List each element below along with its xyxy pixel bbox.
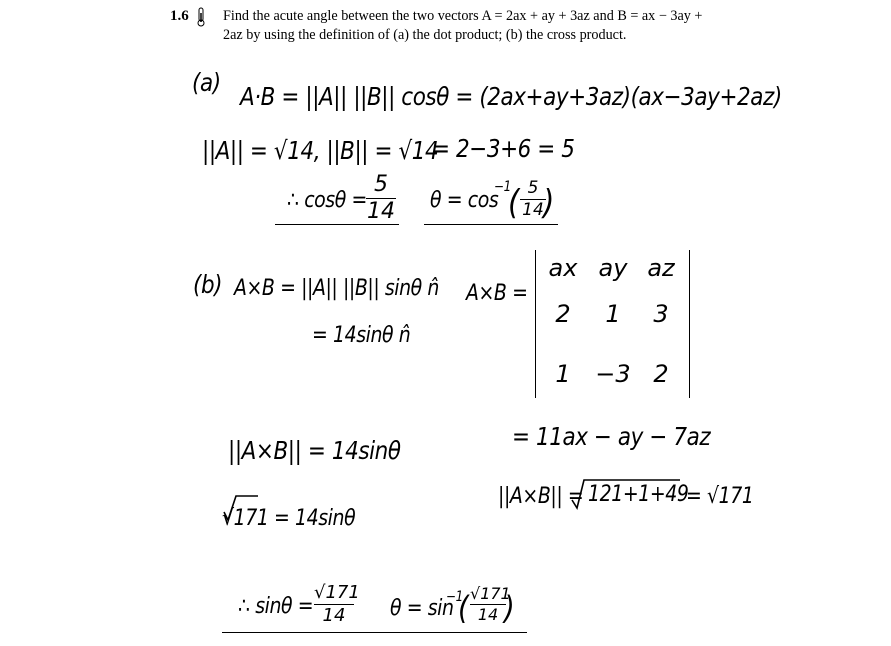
arccos-fraction-denominator: 14 (522, 200, 544, 220)
det-cell: 2 (555, 300, 571, 328)
arcsin-fraction-denominator: 14 (477, 605, 499, 624)
vector-norms: ||A|| = √14, ||B|| = √14 (202, 136, 439, 165)
problem-number: 1.6 (170, 8, 189, 24)
cross-norm-equation: ||A×B|| = 14sinθ (228, 436, 401, 465)
theta-arcsin-prefix: θ = sin (390, 596, 454, 621)
problem-text: Find the acute angle between the two vectors A = 2ax + ay + 3az and B = ax − 3ay + 2az by using the definition of (a) the dot product; (b) the cross product. (223, 8, 703, 43)
arccos-fraction-numerator: 5 (527, 178, 539, 198)
det-cell: ay (598, 254, 628, 282)
cross-product-result: = 11ax − ay − 7az (512, 422, 711, 451)
det-cell: −3 (595, 360, 631, 388)
open-paren: ( (508, 183, 519, 223)
close-paren: ) (543, 183, 554, 223)
cos-fraction-denominator: 14 (367, 199, 395, 224)
arcsin-fraction-numerator: √171 (470, 584, 511, 603)
part-b-label: (b) (193, 270, 223, 299)
cross-product-value: = 14sinθ n̂ (312, 323, 411, 348)
cross-norm-result: = √171 (686, 484, 754, 509)
dot-product-value: = 2−3+6 = 5 (432, 134, 575, 163)
sqrt-equation: √171 = 14sinθ (222, 506, 356, 531)
determinant-prefix: A×B = (466, 281, 528, 306)
sin-fraction-numerator: √171 (314, 582, 360, 603)
det-cell: ax (548, 254, 578, 282)
underline-final-result (222, 632, 527, 633)
close-paren: ) (504, 589, 515, 627)
cross-norm-eval-prefix: ||A×B|| = (498, 484, 584, 509)
dot-product-definition: A·B = ||A|| ||B|| cosθ = (2ax+ay+3az)(ax−3ay+2az) (240, 82, 782, 111)
det-cell: 2 (653, 360, 669, 388)
cross-norm-radicand: 121+1+49 (588, 482, 689, 507)
arcsin-fraction (470, 584, 511, 624)
part-a-label: (a) (192, 68, 221, 97)
det-cell: az (647, 254, 675, 282)
arccos-exponent: −1 (494, 179, 511, 195)
cos-equation-prefix: ∴ cosθ = (287, 188, 367, 213)
det-cell: 3 (653, 300, 669, 328)
det-cell: 1 (555, 360, 571, 388)
sin-fraction-denominator: 14 (322, 605, 346, 626)
cross-product-definition: A×B = ||A|| ||B|| sinθ n̂ (234, 276, 439, 301)
cos-fraction-numerator: 5 (374, 172, 388, 197)
open-paren: ( (458, 589, 469, 627)
det-cell: 1 (605, 300, 621, 328)
sin-equation-prefix: ∴ sinθ = (238, 594, 314, 619)
arcsin-exponent: −1 (446, 589, 463, 605)
sin-fraction (314, 582, 360, 626)
theta-arccos-prefix: θ = cos (430, 188, 499, 213)
